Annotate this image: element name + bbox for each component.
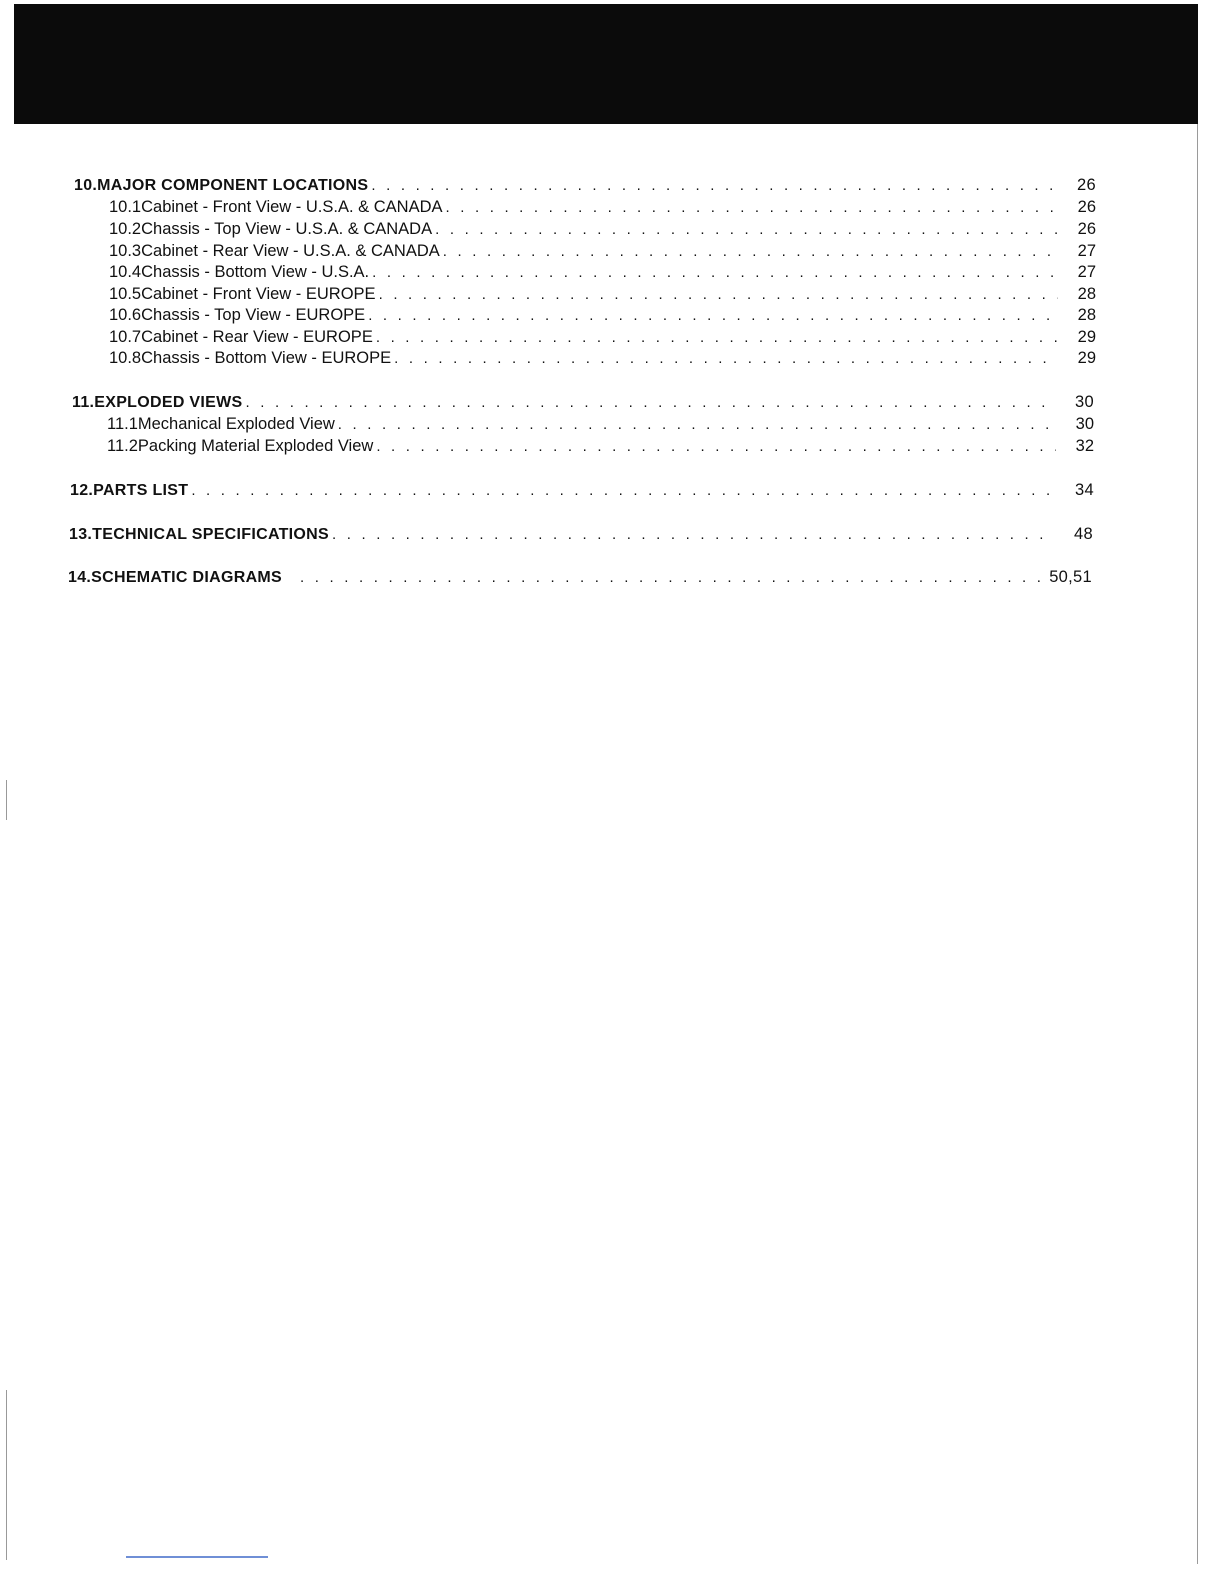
- toc-page-number: 26: [1077, 220, 1096, 238]
- dot-leader: [300, 569, 1041, 586]
- toc-section-number: 10.: [74, 177, 98, 194]
- toc-page-number: 48: [1074, 525, 1093, 543]
- toc-page-number: 26: [1077, 176, 1096, 194]
- toc-item-number: 11.2: [107, 437, 138, 455]
- toc-item-title: Packing Material Exploded View: [137, 437, 374, 455]
- toc-item-10-7[interactable]: [109, 328, 1096, 347]
- toc-page-number: 34: [1075, 481, 1094, 499]
- toc-section-title: PARTS LIST: [93, 482, 189, 499]
- toc-section-13[interactable]: [69, 525, 1093, 544]
- dot-leader: [338, 416, 1056, 433]
- toc-section-number: 11.: [72, 394, 95, 411]
- scan-mark: [6, 780, 7, 820]
- toc-item-number: 10.5: [109, 285, 142, 303]
- dot-leader: [376, 329, 1058, 346]
- toc-page-number: 27: [1077, 263, 1096, 281]
- toc-page-number: 30: [1075, 393, 1094, 411]
- toc-section-title: TECHNICAL SPECIFICATIONS: [92, 526, 329, 543]
- toc-item-number: 10.6: [109, 306, 142, 324]
- toc-item-number: 10.1: [109, 198, 142, 216]
- dot-leader: [371, 177, 1058, 194]
- toc-section-10[interactable]: [74, 176, 1096, 195]
- toc-item-10-2[interactable]: [109, 220, 1096, 239]
- toc-item-title: Chassis - Top View - U.S.A. & CANADA: [141, 220, 433, 238]
- toc-item-title: Chassis - Bottom View - EUROPE: [141, 349, 392, 367]
- toc-item-10-6[interactable]: [109, 306, 1096, 325]
- dot-leader: [446, 199, 1059, 216]
- dot-leader: [394, 350, 1058, 367]
- toc-item-number: 10.7: [109, 328, 142, 346]
- scan-mark: [6, 1390, 7, 1560]
- toc-page-number: 29: [1077, 349, 1096, 367]
- toc-section-title: EXPLODED VIEWS: [94, 394, 243, 411]
- toc-item-11-2[interactable]: [107, 437, 1094, 456]
- toc-section-number: 13.: [69, 526, 93, 543]
- toc-item-title: Cabinet - Rear View - EUROPE: [141, 328, 373, 346]
- toc-section-14[interactable]: [68, 568, 1092, 587]
- toc-item-number: 10.4: [109, 263, 142, 281]
- toc-page-number: 30: [1075, 415, 1094, 433]
- footer-rule: [126, 1556, 268, 1558]
- toc-section-11[interactable]: [72, 393, 1094, 412]
- toc-page-number: 26: [1077, 198, 1096, 216]
- toc-page-number: 50,51: [1049, 568, 1092, 586]
- header-black-band: [14, 4, 1198, 124]
- toc-section-12[interactable]: [70, 481, 1094, 500]
- dot-leader: [332, 526, 1055, 543]
- toc-item-title: Cabinet - Front View - EUROPE: [141, 285, 376, 303]
- toc-page-number: 28: [1077, 306, 1096, 324]
- toc-item-10-3[interactable]: [109, 242, 1096, 261]
- toc-section-number: 12.: [70, 482, 94, 499]
- toc-page-number: 28: [1077, 285, 1096, 303]
- toc-item-10-1[interactable]: [109, 198, 1096, 217]
- dot-leader: [376, 438, 1056, 455]
- toc-section-title: SCHEMATIC DIAGRAMS: [91, 569, 283, 586]
- toc-item-11-1[interactable]: [107, 415, 1094, 434]
- toc-item-number: 11.1: [107, 415, 138, 433]
- toc-item-title: Cabinet - Front View - U.S.A. & CANADA: [141, 198, 443, 216]
- toc-page-number: 27: [1077, 242, 1096, 260]
- toc-item-10-8[interactable]: [109, 349, 1096, 368]
- toc-item-number: 10.3: [109, 242, 142, 260]
- toc-item-title: Chassis - Bottom View - U.S.A.: [141, 263, 370, 281]
- dot-leader: [379, 286, 1058, 303]
- toc-section-title: MAJOR COMPONENT LOCATIONS: [97, 177, 369, 194]
- toc-page-number: 32: [1075, 437, 1094, 455]
- toc-item-10-5[interactable]: [109, 285, 1096, 304]
- toc-section-number: 14.: [68, 569, 92, 586]
- dot-leader: [435, 221, 1058, 238]
- dot-leader: [246, 394, 1057, 411]
- dot-leader: [372, 264, 1058, 281]
- dot-leader: [443, 243, 1058, 260]
- toc-item-title: Chassis - Top View - EUROPE: [141, 306, 366, 324]
- toc-item-number: 10.8: [109, 349, 142, 367]
- toc-item-title: Cabinet - Rear View - U.S.A. & CANADA: [141, 242, 440, 260]
- dot-leader: [368, 307, 1058, 324]
- toc-item-10-4[interactable]: [109, 263, 1096, 282]
- toc-page-number: 29: [1077, 328, 1096, 346]
- toc-item-number: 10.2: [109, 220, 142, 238]
- dot-leader: [191, 482, 1056, 499]
- toc-item-title: Mechanical Exploded View: [137, 415, 335, 433]
- page-edge-line: [1197, 124, 1198, 1564]
